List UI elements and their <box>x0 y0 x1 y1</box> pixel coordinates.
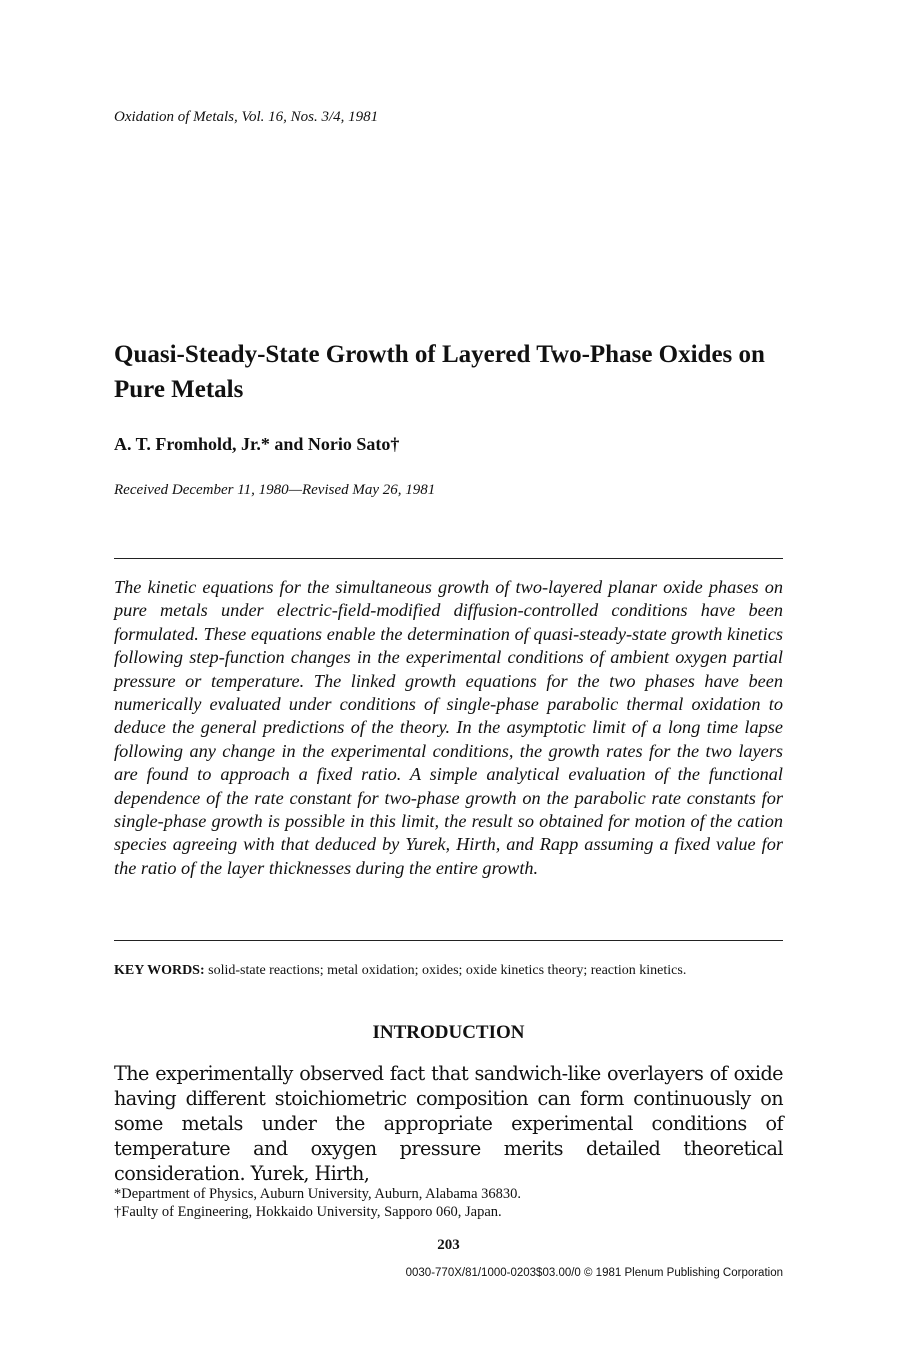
footnote-author-1: *Department of Physics, Auburn University, Auburn, Alabama 36830. <box>114 1186 522 1202</box>
section-heading-introduction: INTRODUCTION <box>372 1022 525 1043</box>
keywords-label: KEY WORDS: <box>114 963 205 978</box>
copyright-line: 0030-770X/81/1000-0203$03.00/0 © 1981 Plenum Publishing Corporation <box>405 1267 783 1279</box>
abstract-top-rule <box>114 558 783 559</box>
authors: A. T. Fromhold, Jr.* and Norio Sato† <box>114 434 400 454</box>
abstract-bottom-rule <box>114 940 783 941</box>
page-number: 203 <box>437 1237 460 1253</box>
keywords <box>114 961 783 980</box>
abstract: The kinetic equations for the simultaneous growth of two-layered planar oxide phases on pure metals under electric-field-modified diffusion-controlled conditions have been formulated. These equations enable the determination of quasi-steady-state growth kinetics following step-function changes in the experimental conditions of ambient oxygen partial pressure or temperature. The linked growth equations for the two phases have been numerically evaluated under conditions of single-phase parabolic thermal oxidation to deduce the general predictions of the theory. In the asymptotic limit of a long time lapse following any change in the experimental conditions, the growth rates for the two layers are found to approach a fixed ratio. A simple analytical evaluation of the functional dependence of the rate constant for two-phase growth on the parabolic rate constants for single-phase growth is possible in this limit, the result so obtained for motion of the cation species agreeing with that deduced by Yurek, Hirth, and Rapp assuming a fixed value for the ratio of the layer thicknesses during the entire growth. <box>114 577 783 878</box>
received-dates: Received December 11, 1980—Revised May 26, 1981 <box>114 482 436 498</box>
journal-citation: Oxidation of Metals, Vol. 16, Nos. 3/4, 1981 <box>114 109 379 125</box>
paper-title: Quasi-Steady-State Growth of Layered Two-Phase Oxides on Pure Metals <box>114 341 765 403</box>
footnote-author-2: †Faulty of Engineering, Hokkaido University, Sapporo 060, Japan. <box>114 1204 502 1220</box>
keywords-text: solid-state reactions; metal oxidation; oxides; oxide kinetics theory; reaction kinetics. <box>208 963 687 978</box>
introduction-paragraph: The experimentally observed fact that sandwich-like overlayers of oxide having different stoichiometric composition can form continuously on some metals under the appropriate experimental conditions of temperature and oxygen pressure merits detailed theoretical consideration. Yurek, Hirth, <box>114 1062 783 1185</box>
